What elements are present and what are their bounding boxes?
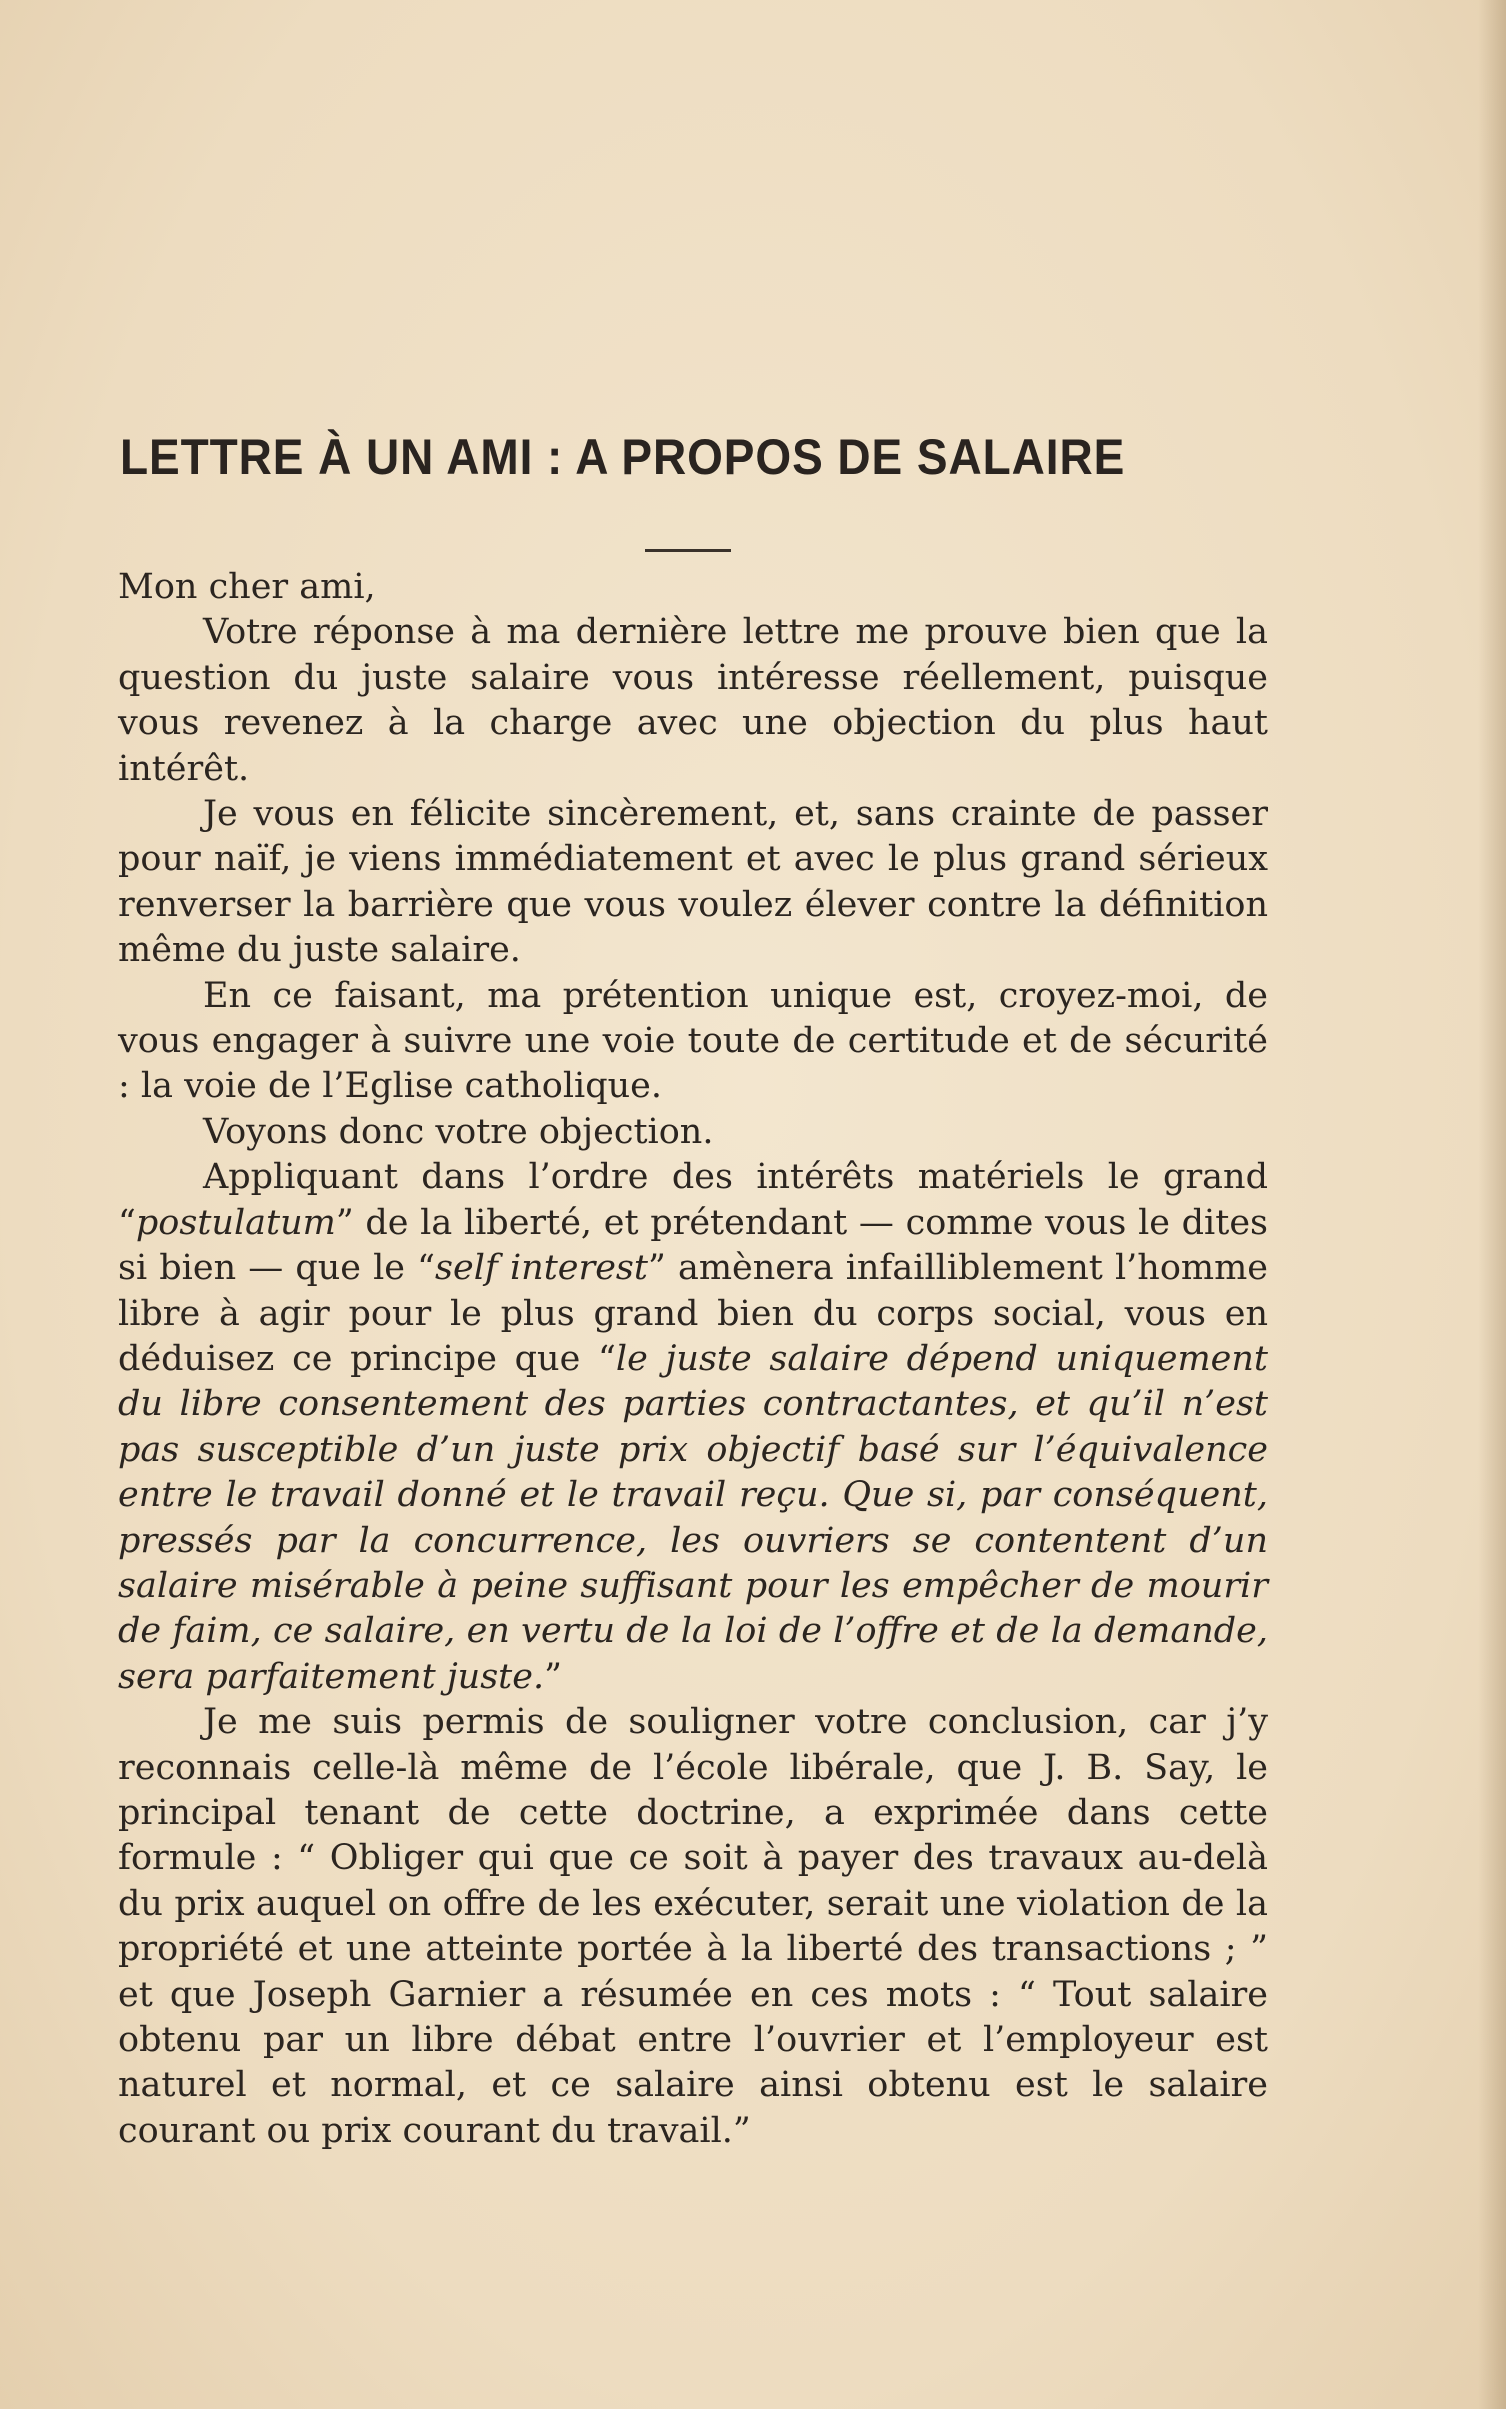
paragraph-4: Voyons donc votre objection. bbox=[203, 1111, 714, 1152]
chapter-title: LETTRE À UN AMI : A PROPOS DE SALAIRE bbox=[120, 429, 1126, 485]
p5-text-g: ” bbox=[544, 1656, 562, 1697]
p5-text-a: Appliquant dans l’ordre des intérêts matériels le grand “ bbox=[118, 1157, 1268, 1243]
paragraph-2: Je vous en félicite sincèrement, et, sans crainte de passer pour naïf, je viens immédiatement et avec le plus grand sérieux renverser la barrière que vous voulez élever contre la définition même du juste salaire. bbox=[118, 794, 1268, 971]
p5-italic-quote: le juste salaire dépend uniquement du libre consentement des parties contractantes, et qu’il n’est pas susceptible d’un juste prix objectif basé sur l’équivalence entre le travail donné et le travail reçu. Que si, par conséquent, pressés par la concurrence, les ouvriers se contentent d’un salaire misérable à peine suffisant pour les empêcher de mourir de faim, ce salaire, en vertu de la loi de l’offre et de la demande, sera parfaitement juste. bbox=[118, 1338, 1268, 1697]
p5-italic-self-interest: self interest bbox=[435, 1248, 648, 1289]
paragraph-5 bbox=[118, 1155, 1268, 1700]
p5-text-c: ” de la liberté, et prétendant — comme vous le dites si bien — que le “ bbox=[118, 1202, 1268, 1289]
letter-body bbox=[118, 565, 1268, 2154]
paragraph-3: En ce faisant, ma prétention unique est, croyez-moi, de vous engager à suivre une voie toute de certitude et de sécurité : la voie de l’Eglise catholique. bbox=[118, 975, 1268, 1107]
paragraph-1: Votre réponse à ma dernière lettre me prouve bien que la question du juste salaire vous intéresse réellement, puisque vous revenez à la charge avec une objection du plus haut intérêt. bbox=[118, 612, 1268, 789]
p5-text-e: ” amènera infailliblement l’homme libre à agir pour le plus grand bien du corps social, vous en déduisez ce principe que “ bbox=[118, 1248, 1268, 1379]
page-edge-shadow bbox=[1478, 0, 1506, 2409]
p5-italic-postulatum: postulatum bbox=[135, 1202, 336, 1243]
salutation: Mon cher ami, bbox=[118, 567, 376, 607]
title-divider bbox=[645, 549, 731, 552]
paragraph-6: Je me suis permis de souligner votre conclusion, car j’y reconnais celle-là même de l’école libérale, que J. B. Say, le principal tenant de cette doctrine, a exprimée dans cette formule : “ Obliger qui que ce soit à payer des travaux au-delà du prix auquel on offre de les exécuter, serait une violation de la propriété et une atteinte portée à la liberté des transactions ; ” et que Joseph Garnier a résumée en ces mots : “ Tout salaire obtenu par un libre débat entre l’ouvrier et l’employeur est naturel et normal, et ce salaire ainsi obtenu est le salaire courant ou prix courant du travail.” bbox=[118, 1702, 1268, 2151]
